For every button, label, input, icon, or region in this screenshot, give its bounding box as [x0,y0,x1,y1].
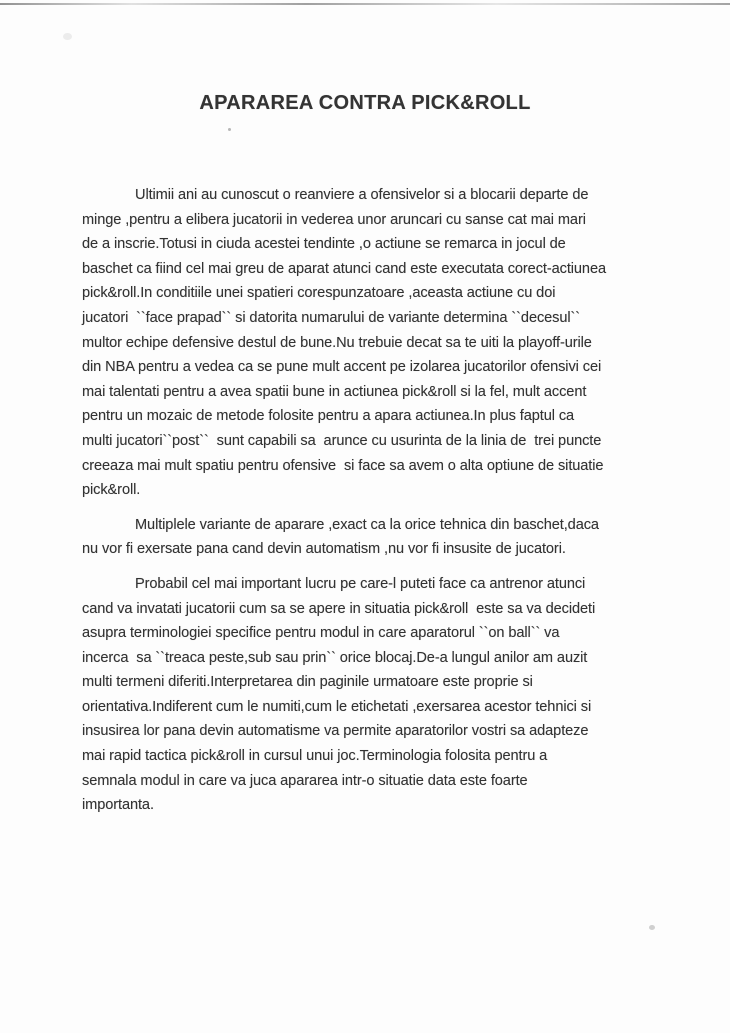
text-line: mai talentati pentru a avea spatii bune in actiunea pick&roll si la fel, mult accent [82,383,587,400]
paragraph [82,183,697,503]
text-line: pick&roll. [82,482,141,499]
paragraph [82,513,697,562]
text-line: Ultimii ani au cunoscut o reanviere a ofensivelor si a blocarii departe de [135,187,589,203]
text-line: de a inscrie.Totusi in ciuda acestei tendinte ,o actiune se remarca in jocul de [82,236,566,253]
text-line: din NBA pentru a vedea ca se pune mult accent pe izolarea jucatorilor ofensivi cei [82,359,602,376]
text-line: cand va invatati jucatorii cum sa se apere in situatia pick&roll este sa va decideti [82,600,596,617]
scan-artifact-smudge [63,33,72,40]
text-line: semnala modul in care va juca apararea intr-o situatie data este foarte [82,772,528,789]
text-line: multi termeni diferiti.Interpretarea din paginile urmatoare este proprie si [82,674,533,691]
text-line: nu vor fi exersate pana cand devin automatism ,nu vor fi insusite de jucatori. [82,541,566,558]
text-line: mai rapid tactica pick&roll in cursul unui joc.Terminologia folosita pentru a [82,748,548,765]
document-body [82,183,697,818]
page-title: APARAREA CONTRA PICK&ROLL [199,92,531,114]
text-line: insusirea lor pana devin automatisme va permite aparatorilor vostri sa adapteze [82,723,589,740]
text-line: creeaza mai mult spatiu pentru ofensive si face sa avem o alta optiune de situatie [82,457,604,474]
text-line: pick&roll.In conditiile unei spatieri corespunzatoare ,aceasta actiune cu doi [82,285,556,302]
scan-artifact-dot [228,128,231,131]
paragraph [82,572,697,818]
text-line: importanta. [82,797,154,814]
text-line: jucatori ``face prapad`` si datorita numarului de variante determina ``decesul`` [82,309,581,326]
text-line: baschet ca fiind cel mai greu de aparat atunci cand este executata corect-actiunea [82,260,606,277]
text-line: minge ,pentru a elibera jucatorii in vederea unor aruncari cu sanse cat mai mari [82,211,586,228]
scan-artifact-top-line [0,3,730,5]
text-line: incerca sa ``treaca peste,sub sau prin`` orice blocaj.De-a lungul anilor am auzit [82,649,588,666]
text-line: Multiplele variante de aparare ,exact ca la orice tehnica din baschet,daca [135,516,599,533]
text-line: orientativa.Indiferent cum le numiti,cum le etichetati ,exersarea acestor tehnici si [82,698,592,715]
text-line: Probabil cel mai important lucru pe care-l puteti face ca antrenor atunci [135,575,586,592]
text-line: multi jucatori``post`` sunt capabili sa arunce cu usurinta de la linia de trei puncte [82,432,602,449]
text-line: pentru un mozaic de metode folosite pentru a apara actiunea.In plus faptul ca [82,408,575,425]
text-line: asupra terminologiei specifice pentru modul in care aparatorul ``on ball`` va [82,625,560,642]
scan-artifact-speck [649,925,655,930]
text-line: multor echipe defensive destul de bune.Nu trebuie decat sa te uiti la playoff-urile [82,334,592,351]
